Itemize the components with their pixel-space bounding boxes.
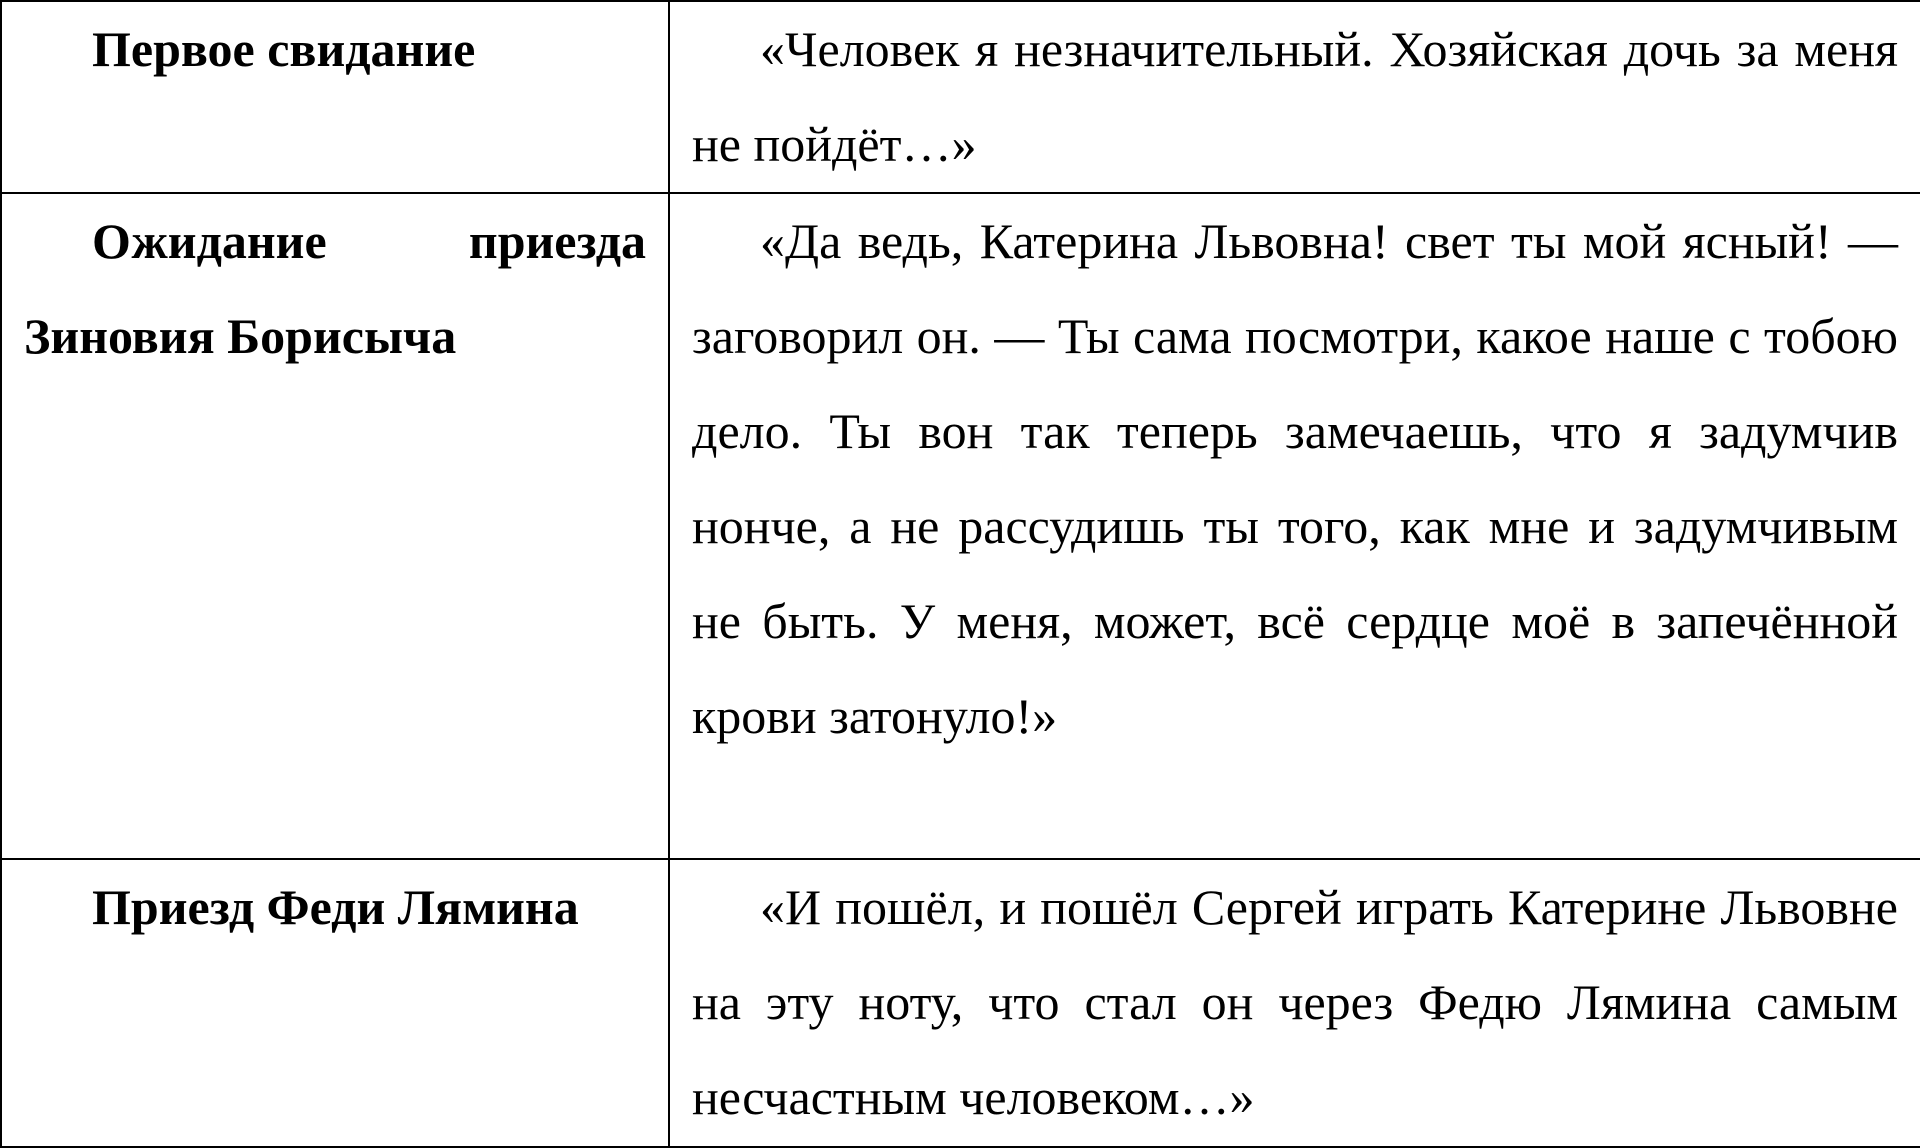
quote-cell <box>669 193 1920 859</box>
scene-cell <box>1 859 669 1147</box>
scene-title: Ожидание приезда Зиновия Борисыча <box>24 213 646 364</box>
table-row <box>1 859 1920 1147</box>
scene-cell <box>1 1 669 193</box>
quote-cell <box>669 1 1920 193</box>
table-row <box>1 193 1920 859</box>
quote-cell <box>669 859 1920 1147</box>
quote-text: «Человек я незначительный. Хозяйская дочь за меня не пойдёт…» <box>692 21 1898 172</box>
scene-cell <box>1 193 669 859</box>
quote-text: «И пошёл, и пошёл Сергей играть Катерине Львовне на эту ноту, что стал он через Федю Лямина самым несчастным человеком…» <box>692 879 1898 1125</box>
scene-title: Приезд Феди Лямина <box>92 879 579 935</box>
table-row <box>1 1 1920 193</box>
quote-text: «Да ведь, Катерина Львовна! свет ты мой ясный! — заговорил он. — Ты сама посмотри, какое наше с тобою дело. Ты вон так теперь замечаешь, что я задумчив нонче, а не рассудишь ты того, как мне и задумчивым не быть. У меня, может, всё сердце моё в запечённой крови затонуло!» <box>692 213 1898 744</box>
scene-title: Первое свидание <box>92 21 476 77</box>
